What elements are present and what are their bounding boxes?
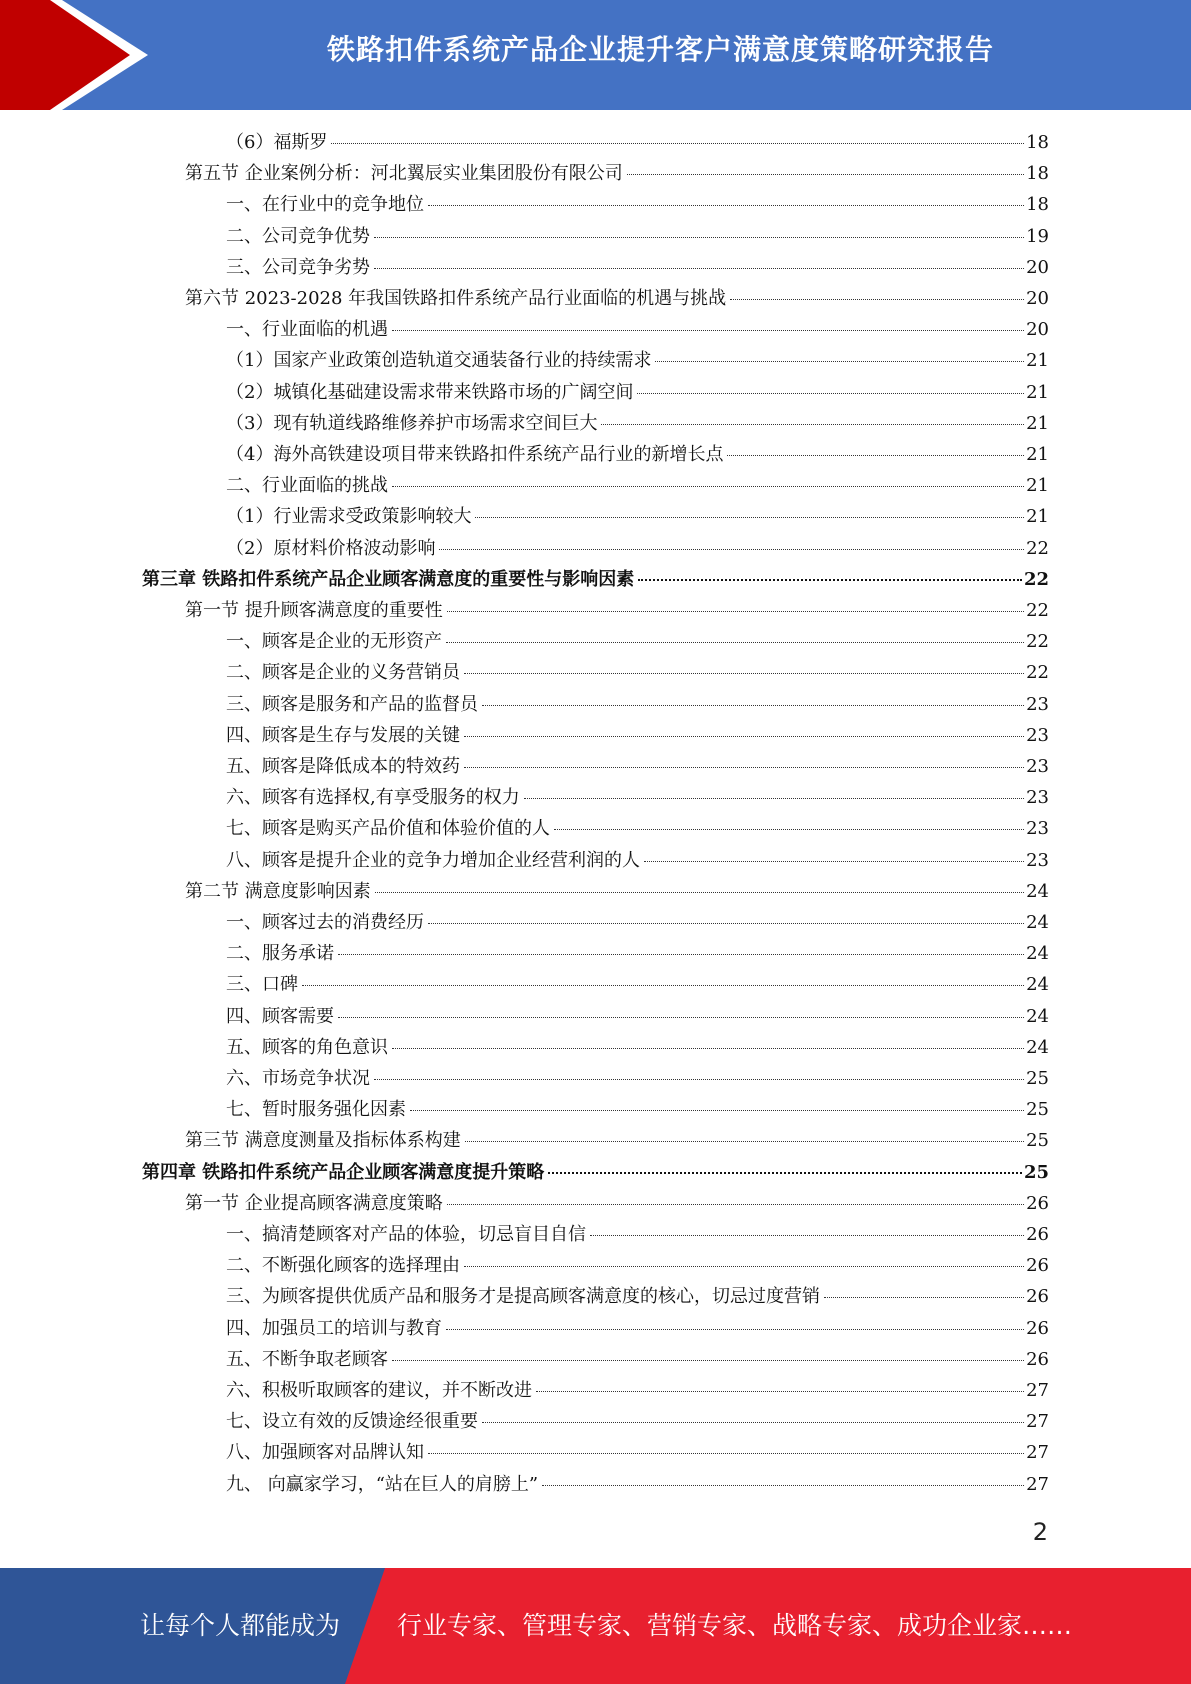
toc-entry[interactable] [226, 689, 1049, 720]
toc-entry-page: 18 [1026, 163, 1049, 185]
toc-entry[interactable] [226, 1437, 1049, 1468]
toc-dot-leader [638, 579, 1022, 581]
toc-dot-leader [446, 1329, 1024, 1330]
toc-entry-page: 24 [1026, 974, 1049, 996]
toc-entry-title: 二、服务承诺 [226, 943, 334, 965]
toc-dot-leader [824, 1297, 1024, 1298]
toc-dot-leader [374, 237, 1024, 238]
toc-entry[interactable] [226, 1250, 1049, 1281]
toc-dot-leader [410, 1110, 1024, 1111]
toc-dot-leader [590, 1235, 1024, 1236]
toc-entry-title: 一、搞清楚顾客对产品的体验，切忌盲目自信 [226, 1224, 586, 1245]
toc-entry-page: 22 [1026, 631, 1049, 653]
toc-entry[interactable] [226, 969, 1049, 1000]
toc-entry-page: 24 [1026, 880, 1049, 902]
toc-entry-page: 20 [1026, 256, 1049, 278]
toc-entry-title: 二、顾客是企业的义务营销员 [226, 662, 460, 684]
toc-entry-title: （1）行业需求受政策影响较大 [226, 506, 472, 528]
toc-entry[interactable] [226, 1219, 1049, 1250]
toc-entry-title: 二、不断强化顾客的选择理由 [226, 1255, 460, 1277]
toc-dot-leader [727, 455, 1024, 456]
toc-entry-title: 六、顾客有选择权,有享受服务的权力 [226, 787, 520, 809]
toc-dot-leader [392, 330, 1024, 331]
toc-entry-title: 八、加强顾客对品牌认知 [226, 1442, 424, 1464]
toc-dot-leader [536, 1391, 1024, 1392]
toc-entry-title: （6）福斯罗 [226, 132, 328, 153]
toc-dot-leader [374, 1079, 1024, 1080]
toc-dot-leader [439, 549, 1024, 550]
report-title: 铁路扣件系统产品企业提升客户满意度策略研究报告 [326, 33, 994, 66]
page-number: 2 [1032, 1518, 1048, 1546]
toc-entry[interactable] [226, 1313, 1049, 1344]
toc-entry[interactable] [226, 189, 1049, 220]
toc-entry-page: 21 [1026, 444, 1049, 465]
toc-entry-page: 23 [1026, 787, 1049, 809]
red-chevron-icon [0, 0, 160, 110]
toc-entry[interactable] [226, 501, 1049, 532]
toc-entry-page: 21 [1026, 412, 1049, 434]
toc-entry[interactable] [226, 1032, 1049, 1063]
toc-entry-page: 21 [1026, 475, 1049, 497]
toc-entry[interactable] [185, 283, 1049, 314]
toc-entry-title: （2）城镇化基础建设需求带来铁路市场的广阔空间 [226, 381, 634, 403]
toc-dot-leader [428, 923, 1024, 924]
toc-entry-title: 第三节 满意度测量及指标体系构建 [185, 1130, 461, 1152]
toc-entry-page: 26 [1026, 1348, 1049, 1370]
toc-entry[interactable] [226, 439, 1049, 470]
toc-dot-leader [482, 705, 1024, 706]
toc-entry-title: 四、加强员工的培训与教育 [226, 1317, 442, 1339]
toc-entry-title: （3）现有轨道线路维修养护市场需求空间巨大 [226, 412, 598, 434]
toc-entry-page: 21 [1026, 506, 1049, 528]
toc-entry-page: 25 [1026, 1130, 1049, 1152]
toc-entry[interactable] [226, 907, 1049, 938]
toc-entry-title: 一、行业面临的机遇 [226, 319, 388, 341]
toc-entry[interactable] [226, 938, 1049, 969]
toc-entry[interactable] [226, 1469, 1049, 1500]
toc-entry-page: 23 [1026, 724, 1049, 746]
toc-entry-title: 六、市场竞争状况 [226, 1068, 370, 1089]
toc-entry-title: 四、顾客需要 [226, 1005, 334, 1027]
toc-entry-title: 第五节 企业案例分析：河北翼辰实业集团股份有限公司 [185, 163, 623, 185]
toc-entry-title: 三、为顾客提供优质产品和服务才是提高顾客满意度的核心，切忌过度营销 [226, 1286, 820, 1308]
toc-entry[interactable] [226, 782, 1049, 813]
toc-dot-leader [465, 1141, 1024, 1142]
toc-entry-page: 23 [1026, 693, 1049, 715]
toc-dot-leader [447, 1204, 1024, 1205]
toc-entry-title: 三、公司竞争劣势 [226, 256, 370, 278]
toc-entry-title: （1）国家产业政策创造轨道交通装备行业的持续需求 [226, 350, 652, 372]
toc-dot-leader [428, 1453, 1024, 1454]
toc-entry-page: 27 [1026, 1442, 1049, 1464]
toc-entry-title: 九、 向赢家学习，“站在巨人的肩膀上” [226, 1473, 539, 1495]
toc-entry-page: 23 [1026, 849, 1049, 871]
toc-entry[interactable] [185, 158, 1049, 189]
toc-entry-page: 24 [1026, 943, 1049, 965]
toc-dot-leader [482, 1422, 1024, 1423]
toc-dot-leader [730, 299, 1024, 300]
toc-entry-page: 25 [1023, 1161, 1049, 1183]
toc-entry-title: 二、公司竞争优势 [226, 225, 370, 247]
toc-entry-title: 第三章 铁路扣件系统产品企业顾客满意度的重要性与影响因素 [142, 568, 635, 590]
toc-entry-page: 23 [1026, 818, 1049, 840]
toc-entry-page: 23 [1026, 756, 1049, 777]
toc-entry-page: 27 [1026, 1380, 1049, 1401]
toc-entry[interactable] [226, 377, 1049, 408]
toc-entry[interactable] [226, 1406, 1049, 1437]
toc-dot-leader [464, 1266, 1024, 1267]
toc-entry[interactable] [226, 470, 1049, 501]
toc-entry[interactable] [226, 533, 1049, 564]
toc-dot-leader [464, 767, 1024, 768]
toc-entry-page: 22 [1023, 568, 1049, 590]
toc-entry[interactable] [185, 1125, 1049, 1156]
page-header [0, 0, 1191, 110]
toc-entry-page: 26 [1026, 1255, 1049, 1277]
toc-dot-leader [392, 486, 1024, 487]
toc-dot-leader [392, 1048, 1024, 1049]
toc-entry-title: 一、顾客过去的消费经历 [226, 912, 424, 933]
toc-entry-page: 27 [1026, 1473, 1049, 1495]
toc-entry-page: 26 [1026, 1192, 1049, 1214]
toc-entry[interactable] [226, 1063, 1049, 1094]
toc-dot-leader [302, 985, 1024, 986]
toc-entry[interactable] [226, 127, 1049, 158]
toc-entry-title: 第四章 铁路扣件系统产品企业顾客满意度提升策略 [142, 1161, 545, 1183]
toc-entry-title: 一、顾客是企业的无形资产 [226, 631, 442, 653]
toc-entry[interactable] [226, 1281, 1049, 1312]
toc-entry-title: 第一节 企业提高顾客满意度策略 [185, 1192, 443, 1214]
toc-entry-page: 24 [1026, 1036, 1049, 1058]
toc-entry-title: 第一节 提升顾客满意度的重要性 [185, 600, 443, 621]
toc-entry-title: 五、不断争取老顾客 [226, 1348, 388, 1370]
toc-entry-title: 二、行业面临的挑战 [226, 475, 388, 497]
toc-entry-page: 21 [1026, 350, 1049, 372]
toc-entry[interactable] [226, 408, 1049, 439]
toc-entry[interactable] [226, 345, 1049, 376]
toc-entry-page: 20 [1026, 288, 1049, 309]
toc-entry[interactable] [226, 626, 1049, 657]
toc-entry[interactable] [226, 252, 1049, 283]
toc-entry[interactable] [226, 751, 1049, 782]
toc-entry-page: 27 [1026, 1411, 1049, 1433]
toc-entry[interactable] [185, 1188, 1049, 1219]
toc-entry-page: 24 [1026, 1005, 1049, 1027]
toc-entry-page: 22 [1026, 662, 1049, 684]
toc-dot-leader [464, 673, 1024, 674]
toc-dot-leader [338, 1017, 1024, 1018]
footer-slogan-right: 行业专家、管理专家、营销专家、战略专家、成功企业家…… [397, 1611, 1073, 1640]
toc-entry[interactable] [226, 845, 1049, 876]
toc-entry[interactable] [226, 657, 1049, 688]
toc-entry-page: 22 [1026, 600, 1049, 621]
toc-entry-page: 18 [1026, 194, 1049, 216]
toc-dot-leader [644, 861, 1024, 862]
toc-dot-leader [601, 424, 1024, 425]
toc-entry-page: 18 [1026, 132, 1049, 153]
toc-dot-leader [554, 829, 1024, 830]
toc-dot-leader [627, 174, 1024, 175]
toc-entry[interactable] [142, 1157, 1049, 1188]
toc-entry[interactable] [226, 1344, 1049, 1375]
toc-entry[interactable] [226, 1001, 1049, 1032]
toc-entry-page: 25 [1026, 1068, 1049, 1089]
toc-dot-leader [375, 892, 1024, 893]
toc-entry-page: 26 [1026, 1286, 1049, 1308]
toc-entry-page: 22 [1026, 537, 1049, 559]
toc-entry[interactable] [226, 1375, 1049, 1406]
toc-dot-leader [542, 1485, 1024, 1486]
toc-entry[interactable] [226, 813, 1049, 844]
toc-entry-title: 第六节 2023-2028 年我国铁路扣件系统产品行业面临的机遇与挑战 [185, 288, 727, 309]
toc-entry[interactable] [226, 314, 1049, 345]
toc-entry-title: 第二节 满意度影响因素 [185, 880, 371, 902]
toc-entry-page: 20 [1026, 319, 1049, 341]
toc-entry-title: （2）原材料价格波动影响 [226, 537, 436, 559]
toc-entry-title: 一、在行业中的竞争地位 [226, 194, 424, 216]
toc-dot-leader [331, 143, 1024, 144]
toc-entry[interactable] [226, 221, 1049, 252]
toc-dot-leader [464, 736, 1024, 737]
toc-entry[interactable] [185, 595, 1049, 626]
toc-entry-page: 25 [1026, 1099, 1049, 1121]
toc-entry-page: 19 [1026, 225, 1049, 247]
toc-dot-leader [524, 798, 1024, 799]
toc-entry-page: 26 [1026, 1317, 1049, 1339]
toc-dot-leader [637, 393, 1024, 394]
toc-entry-title: 七、暂时服务强化因素 [226, 1099, 406, 1121]
toc-entry-title: 六、积极听取顾客的建议，并不断改进 [226, 1380, 532, 1401]
toc-entry[interactable] [226, 720, 1049, 751]
toc-dot-leader [374, 268, 1024, 269]
toc-dot-leader [338, 954, 1024, 955]
toc-dot-leader [428, 205, 1024, 206]
toc-entry-title: 七、设立有效的反馈途经很重要 [226, 1411, 478, 1433]
toc-dot-leader [447, 611, 1024, 612]
toc-entry-title: 五、顾客是降低成本的特效药 [226, 756, 460, 777]
toc-entry[interactable] [142, 564, 1049, 595]
toc-dot-leader [446, 642, 1024, 643]
toc-entry-page: 21 [1026, 381, 1049, 403]
page-footer [0, 1568, 1191, 1684]
toc-dot-leader [392, 1360, 1024, 1361]
toc-entry-title: 五、顾客的角色意识 [226, 1036, 388, 1058]
toc-entry-title: 四、顾客是生存与发展的关键 [226, 724, 460, 746]
toc-dot-leader [475, 517, 1024, 518]
toc-entry[interactable] [185, 876, 1049, 907]
footer-slogan-left: 让每个人都能成为 [140, 1611, 341, 1640]
toc-entry-page: 24 [1026, 912, 1049, 933]
toc-dot-leader [548, 1172, 1022, 1174]
toc-entry-title: 三、顾客是服务和产品的监督员 [226, 693, 478, 715]
toc-entry-title: 三、口碑 [226, 974, 298, 996]
toc-entry-title: 八、顾客是提升企业的竞争力增加企业经营利润的人 [226, 849, 640, 871]
toc-entry-title: 七、顾客是购买产品价值和体验价值的人 [226, 818, 550, 840]
toc-entry-page: 26 [1026, 1224, 1049, 1245]
toc-dot-leader [655, 361, 1024, 362]
toc-entry-title: （4）海外高铁建设项目带来铁路扣件系统产品行业的新增长点 [226, 444, 724, 465]
toc-entry[interactable] [226, 1094, 1049, 1125]
